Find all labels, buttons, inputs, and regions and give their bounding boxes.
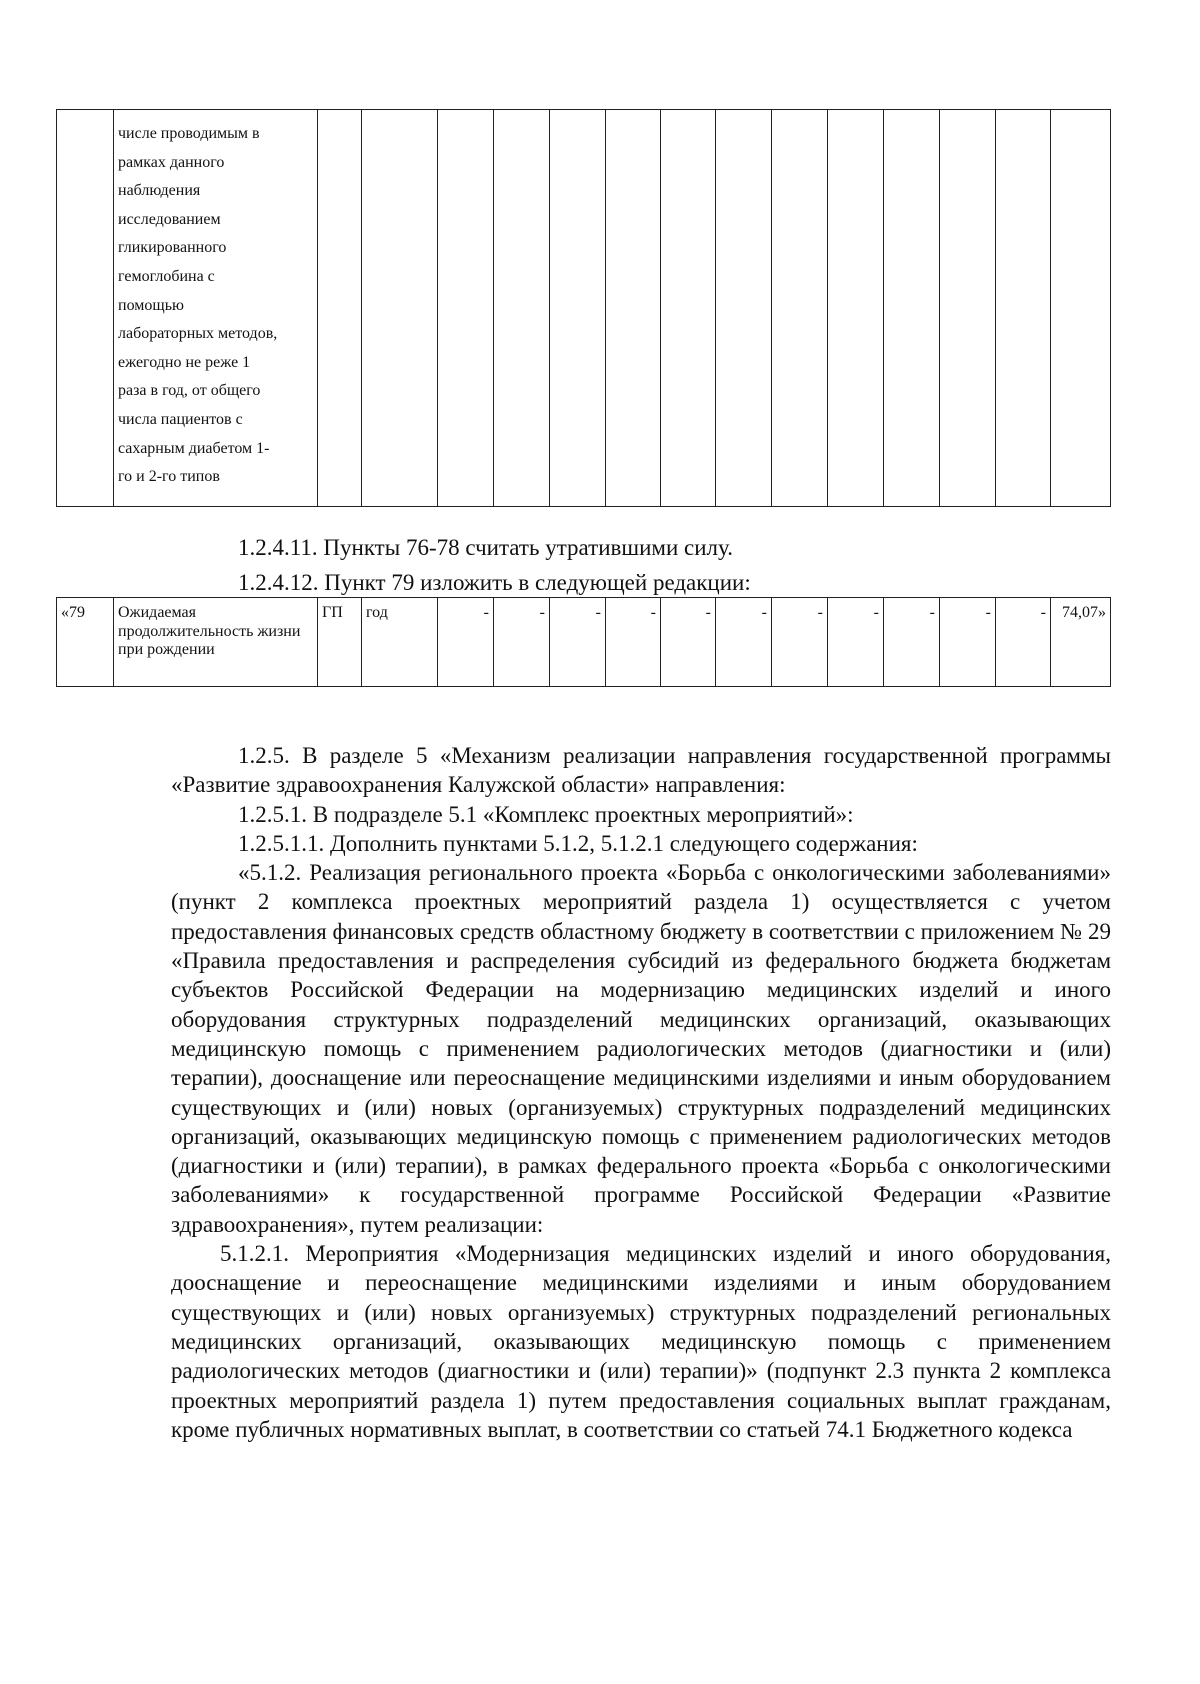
description-line: го и 2-го типов: [118, 468, 220, 486]
paragraph-5-1-2-1: 5.1.2.1. Мероприятия «Модернизация медицинских изделий и иного оборудования, дооснащение и переоснащение медицинскими изделиями и иным оборудованием существующих и (или) новых организуемых) структурных подразделений региональных медицинских организаций, оказывающих медицинскую помощь с применением радиологических методов (диагностики и (или) терапии)» (подпункт 2.3 пункта 2 комплекса проектных мероприятий раздела 1) путем предоставления социальных выплат гражданам, кроме публичных нормативных выплат, в соответствии со статьей 74.1 Бюджетного кодекса: [171, 1241, 1111, 1442]
description-line: сахарным диабетом 1-: [118, 439, 270, 457]
cell-number: [57, 110, 114, 507]
description-line: исследованием: [118, 210, 221, 228]
value-cell: -: [716, 598, 772, 687]
empty-cell: [772, 110, 828, 507]
empty-cell: [606, 110, 661, 507]
empty-cell: [716, 110, 772, 507]
empty-cell: [362, 110, 438, 507]
final-value-cell: 74,07»: [1051, 598, 1111, 687]
body-text: [171, 741, 1111, 1444]
description-line: раза в год, от общего: [118, 382, 261, 400]
value-cell: -: [996, 598, 1051, 687]
program-cell: ГП: [318, 598, 362, 687]
empty-cell: [940, 110, 996, 507]
indicator-description-cell: [114, 110, 318, 507]
empty-cell: [996, 110, 1051, 507]
empty-cell: [550, 110, 606, 507]
description-line: помощью: [118, 296, 184, 314]
value-cell: -: [606, 598, 661, 687]
indicator-table-79: [56, 597, 1111, 687]
empty-cell: [438, 110, 494, 507]
empty-cell: [1051, 110, 1111, 507]
paragraph-1-2-4-11: 1.2.4.11. Пункты 76-78 считать утратившими силу.: [238, 535, 733, 560]
empty-cell: [661, 110, 716, 507]
description-line: рамках данного: [118, 153, 225, 171]
unit-cell: год: [362, 598, 438, 687]
empty-cell: [828, 110, 884, 507]
value-cell: -: [772, 598, 828, 687]
value-cell: -: [940, 598, 996, 687]
paragraph-1-2-5: 1.2.5. В разделе 5 «Механизм реализации направления государственной программы «Развитие здравоохранения Калужской области» направления:: [171, 743, 1111, 798]
indicator-name-cell: Ожидаемая продолжительность жизни при рождении: [114, 598, 318, 687]
description-line: наблюдения: [118, 182, 201, 200]
indicator-table-continuation: [56, 109, 1111, 507]
empty-cell: [884, 110, 940, 507]
description-line: числа пациентов с: [118, 410, 243, 428]
paragraph-1-2-4-12: 1.2.4.12. Пункт 79 изложить в следующей редакции:: [238, 570, 751, 595]
empty-cell: [318, 110, 362, 507]
description-line: числе проводимым в: [118, 125, 260, 142]
value-cell: -: [438, 598, 494, 687]
value-cell: -: [661, 598, 716, 687]
paragraph-1-2-5-1-1: 1.2.5.1.1. Дополнить пунктами 5.1.2, 5.1.2.1 следующего содержания:: [238, 830, 918, 856]
value-cell: -: [494, 598, 550, 687]
description-line: гликированного: [118, 239, 227, 257]
paragraph-1-2-5-1: 1.2.5.1. В подразделе 5.1 «Комплекс проектных мероприятий»:: [238, 801, 854, 827]
row-number-cell: «79: [57, 598, 114, 687]
description-line: ежегодно не реже 1: [118, 353, 251, 371]
value-cell: -: [828, 598, 884, 687]
description-line: гемоглобина с: [118, 267, 215, 285]
empty-cell: [494, 110, 550, 507]
description-line: лабораторных методов,: [118, 325, 278, 343]
value-cell: -: [884, 598, 940, 687]
value-cell: -: [550, 598, 606, 687]
paragraph-5-1-2: «5.1.2. Реализация регионального проекта «Борьба с онкологическими заболеваниями» (пункт 2 комплекса проектных мероприятий раздела 1) осуществляется с учетом предоставления финансовых средств областному бюджету в соответствии с приложением № 29 «Правила предоставления и распределения субсидий из федерального бюджета бюджетам субъектов Российской Федерации на модернизацию медицинских изделий и иного оборудования структурных подразделений медицинских организаций, оказывающих медицинскую помощь с применением радиологических методов (диагностики и (или) терапии), дооснащение или переоснащение медицинскими изделиями и иным оборудованием существующих и (или) новых (организуемых) структурных подразделений медицинских организаций, оказывающих медицинскую помощь с применением радиологических методов (диагностики и (или) терапии), в рамках федерального проекта «Борьба с онкологическими заболеваниями» к государственной программе Российской Федерации «Развитие здравоохранения», путем реализации:: [171, 860, 1111, 1237]
